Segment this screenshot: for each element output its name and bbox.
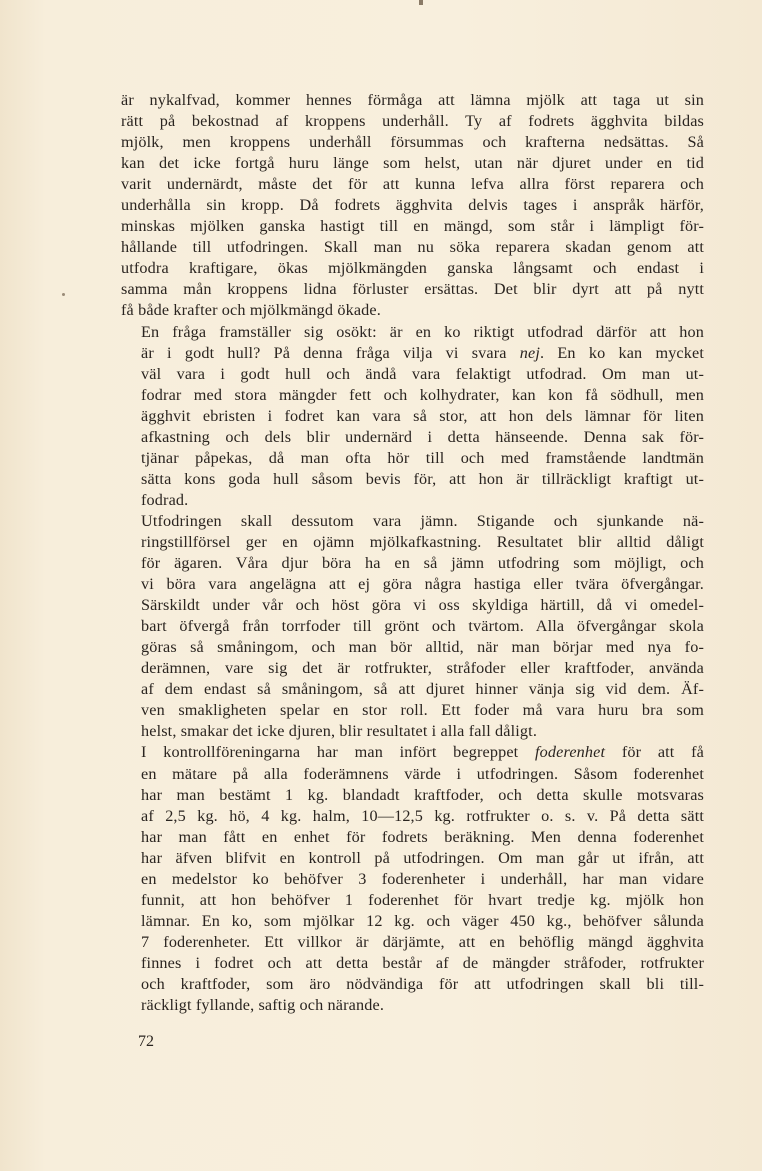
text-line: har äfven blifvit en kontroll på utfodringen. Om man går ut ifrån, att: [141, 848, 704, 867]
text-line: funnit, att hon behöfver 1 foderenhet för hvart tredje kg. mjölk hon: [141, 890, 704, 909]
text-line: afkastning och dels blir undernärd i detta hänseende. Denna sak för-: [141, 427, 704, 446]
text-line: en medelstor ko behöfver 3 foderenheter i underhåll, har man vidare: [141, 869, 704, 888]
text-line: samma mån kroppens lidna förluster ersättas. Det blir dyrt att på nytt: [121, 280, 704, 299]
text-line: lämnar. En ko, som mjölkar 12 kg. och väger 450 kg., behöfver sålunda: [141, 911, 704, 930]
text-line: är nykalfvad, kommer hennes förmåga att lämna mjölk att taga ut sin: [121, 91, 704, 109]
text-line: En fråga framställer sig osökt: är en ko riktigt utfodrad därför att hon: [141, 322, 704, 341]
paragraph: [121, 511, 704, 743]
paragraph: [121, 322, 704, 511]
text-line: för ägaren. Våra djur böra ha en så jämn utfodring som möjligt, och: [141, 554, 704, 573]
text-line: har man fått en enhet för fodrets beräkning. Men denna foderenhet: [141, 827, 704, 846]
text-line: fodrad.: [141, 490, 189, 509]
text-line: utfodra kraftigare, ökas mjölkmängden ganska långsamt och endast i: [121, 259, 704, 278]
paragraph: [121, 742, 704, 1016]
text-line: ringstillförsel ger en ojämn mjölkafkastning. Resultatet blir alltid dåligt: [141, 532, 704, 551]
text-line: sätta kons goda hull såsom bevis för, att hon är tillräckligt kraftigt ut-: [141, 469, 704, 488]
text-line: Särskildt under vår och höst göra vi oss skyldiga härtill, då vi omedel-: [141, 596, 704, 615]
body-text: [121, 90, 704, 1016]
text-line: underhålla sin kropp. Då fodrets ägghvita delvis tages i anspråk härför,: [121, 196, 704, 215]
text-line: rätt på bekostnad af kroppens underhåll. Ty af fodrets ägghvita bildas: [121, 112, 704, 131]
text-line: hållande till utfodringen. Skall man nu söka reparera skadan genom att: [121, 238, 704, 257]
text-line: af dem endast så småningom, så att djuret hinner vänja sig vid dem. Äf-: [141, 680, 704, 699]
text-line: få både krafter och mjölkmängd ökade.: [121, 301, 381, 320]
text-line: af 2,5 kg. hö, 4 kg. halm, 10—12,5 kg. rotfrukter o. s. v. På detta sätt: [141, 806, 704, 825]
text-line: göras så småningom, och man bör alltid, när man börjar med nya fo-: [141, 638, 704, 657]
text-line: bart öfvergå från torrfoder till grönt och tvärtom. Alla öfvergångar skola: [141, 617, 704, 636]
text-line: väl vara i godt hull och ändå vara felaktigt utfodrad. Om man ut-: [141, 364, 704, 383]
paragraph: [121, 90, 704, 322]
text-line: och kraftfoder, som äro nödvändiga för att utfodringen skall bli till-: [141, 974, 704, 993]
text-line: derämnen, vare sig det är rotfrukter, stråfoder eller kraftfoder, använda: [141, 659, 704, 678]
text-line: en mätare på alla foderämnens värde i utfodringen. Såsom foderenhet: [141, 764, 704, 783]
text-line: helst, smakar det icke djuren, blir resultatet i alla fall dåligt.: [141, 722, 538, 741]
text-line: ägghvit ebristen i fodret kan vara så stor, att hon dels lämnar för liten: [141, 406, 704, 425]
margin-speck: [62, 293, 65, 296]
text-line: Utfodringen skall dessutom vara jämn. Stigande och sjunkande nä-: [141, 511, 704, 530]
text-line: finnes i fodret och att detta består af de mängder stråfoder, rotfrukter: [141, 953, 704, 972]
text-line: mjölk, men kroppens underhåll försummas och krafterna nedsättas. Så: [121, 133, 704, 152]
text-line: fodrar med stora mängder fett och kolhydrater, kan kon få södhull, men: [141, 385, 704, 404]
text-line: är i godt hull? På denna fråga vilja vi svara nej. En ko kan mycket: [141, 343, 704, 362]
page-number: 72: [138, 1033, 154, 1050]
text-line: tjänar påpekas, då man ofta hör till och med framstående landtmän: [141, 448, 704, 467]
text-line: ven smakligheten spelar en stor roll. Ett foder må vara huru bra som: [141, 701, 704, 720]
text-line: har man bestämt 1 kg. blandadt kraftfoder, och detta skulle motsvaras: [141, 785, 704, 804]
text-line: minskas mjölken ganska hastigt till en mängd, som står i lämpligt för-: [121, 217, 704, 236]
text-line: I kontrollföreningarna har man infört begreppet foderenhet för att få: [141, 743, 704, 762]
text-line: vi böra vara angelägna att ej göra några hastiga eller tvära öfvergångar.: [141, 575, 704, 594]
text-line: 7 foderenheter. Ett villkor är därjämte, att en behöflig mängd ägghvita: [141, 932, 704, 951]
text-line: varit undernärdt, måste det för att kunna lefva allra först reparera och: [121, 175, 704, 194]
print-mark: [419, 0, 423, 5]
text-line: räckligt fyllande, saftig och närande.: [141, 996, 385, 1015]
text-line: kan det icke fortgå huru länge som helst, utan när djuret under en tid: [121, 154, 704, 173]
